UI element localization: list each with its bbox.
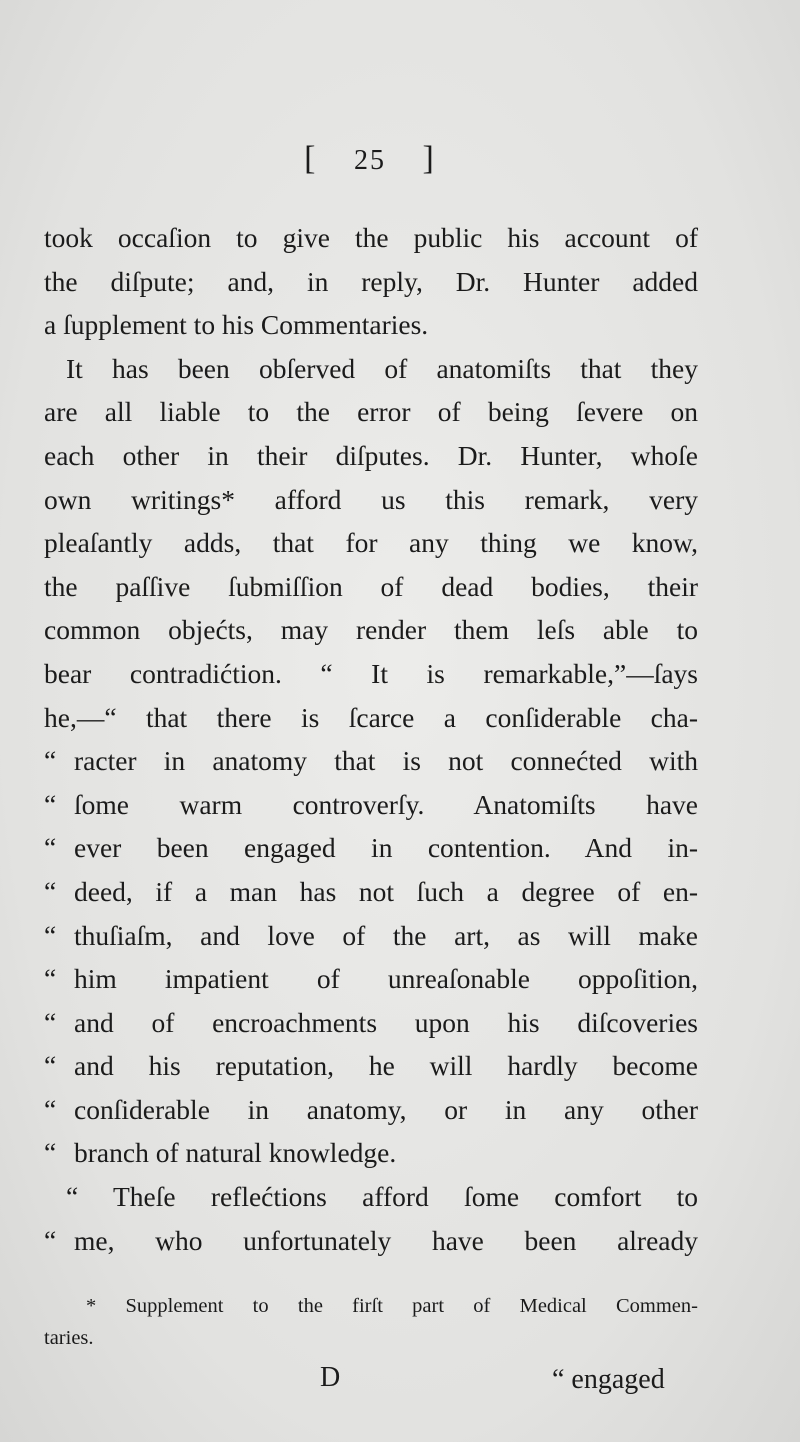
- text-line: [44, 739, 698, 783]
- text-line: [44, 478, 698, 522]
- body-text: [44, 216, 698, 1262]
- footnote-line: taries.: [44, 1327, 94, 1349]
- line-text: me, who unfortunately have been already: [74, 1224, 698, 1256]
- text-line: [44, 1044, 698, 1088]
- quote-mark: “: [44, 1224, 57, 1256]
- quote-mark: “: [44, 1137, 57, 1169]
- line-text: took occaſion to give the public his account of: [44, 222, 698, 253]
- line-text: pleaſantly adds, that for any thing we know,: [44, 527, 698, 559]
- page-number: 25: [354, 145, 386, 176]
- quote-mark: “: [44, 745, 57, 777]
- line-text: branch of natural knowledge.: [74, 1137, 397, 1169]
- text-line: [44, 1088, 698, 1132]
- line-text: and of encroachments upon his diſcoveries: [74, 1006, 698, 1038]
- line-text: and his reputation, he will hardly become: [74, 1050, 698, 1082]
- line-text: ſome warm controverſy. Anatomiſts have: [74, 788, 698, 820]
- quote-mark: “: [44, 788, 57, 820]
- text-line: [44, 260, 698, 304]
- text-line: [44, 608, 698, 652]
- line-text: he,—“ that there is ſcarce a conſiderable cha-: [44, 701, 698, 733]
- text-line: [44, 957, 698, 1001]
- text-line: [44, 216, 698, 260]
- line-text: racter in anatomy that is not connećted with: [74, 745, 698, 777]
- line-text: deed, if a man has not ſuch a degree of en-: [74, 875, 698, 907]
- bracket-open: [: [304, 140, 318, 177]
- text-line: [44, 870, 698, 914]
- quote-mark: “: [44, 1006, 57, 1038]
- quote-mark: “: [44, 875, 57, 907]
- line-text: It has been obſerved of anatomiſts that they: [66, 352, 698, 384]
- line-text: thuſiaſm, and love of the art, as will make: [74, 919, 698, 951]
- text-line: [44, 347, 698, 391]
- quote-mark: “: [44, 963, 57, 995]
- line-text: him impatient of unreaſonable oppoſition,: [74, 963, 698, 995]
- line-text: are all liable to the error of being ſevere on: [44, 396, 698, 428]
- text-line: [44, 1219, 698, 1263]
- signature-mark: D: [320, 1362, 341, 1393]
- line-text: a ſupplement to his Commentaries.: [44, 309, 429, 341]
- text-line: [44, 303, 698, 347]
- text-line: [44, 826, 698, 870]
- text-line: [44, 565, 698, 609]
- text-line: [44, 783, 698, 827]
- text-line: [44, 652, 698, 696]
- text-line: [44, 1175, 698, 1219]
- text-line: [44, 696, 698, 740]
- line-text: the paſſive ſubmiſſion of dead bodies, their: [44, 570, 698, 602]
- page-header: [0, 140, 740, 178]
- line-text: own writings* afford us this remark, very: [44, 483, 698, 515]
- quote-mark: “: [44, 919, 57, 951]
- line-text: each other in their diſputes. Dr. Hunter, whoſe: [44, 439, 698, 471]
- quote-mark: “: [44, 1093, 57, 1125]
- line-text: the diſpute; and, in reply, Dr. Hunter added: [44, 265, 698, 297]
- line-text: conſiderable in anatomy, or in any other: [74, 1093, 698, 1125]
- catchword: “ engaged: [552, 1364, 665, 1395]
- quote-mark: “: [44, 1050, 57, 1082]
- bracket-close: ]: [422, 140, 436, 177]
- footnote: [44, 1290, 698, 1354]
- text-line: [44, 914, 698, 958]
- line-text: common objećts, may render them leſs able to: [44, 614, 698, 646]
- line-text: “ Theſe reflećtions afford ſome comfort to: [66, 1181, 698, 1213]
- text-line: [44, 390, 698, 434]
- text-line: [44, 434, 698, 478]
- text-line: [44, 1131, 698, 1175]
- line-text: bear contradićtion. “ It is remarkable,”—ſays: [44, 657, 698, 689]
- footnote-line: * Supplement to the firſt part of Medical Commen-: [86, 1295, 698, 1317]
- quote-mark: “: [44, 832, 57, 864]
- text-line: [44, 1001, 698, 1045]
- text-line: [44, 521, 698, 565]
- line-text: ever been engaged in contention. And in-: [74, 832, 698, 864]
